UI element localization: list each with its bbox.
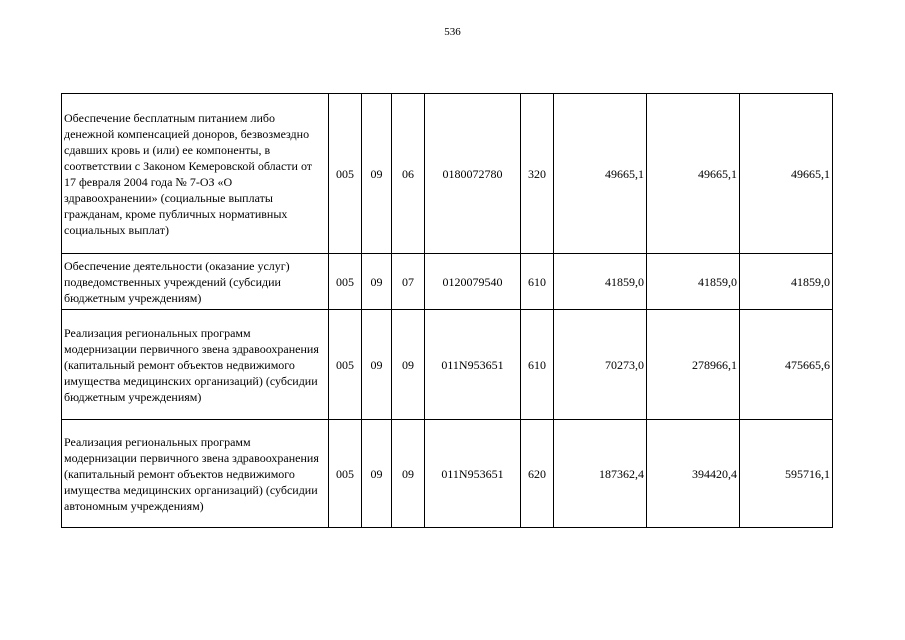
expense-name-cell: Обеспечение бесплатным питанием либо денежной компенсацией доноров, безвозмездно сдавших кровь и (или) ее компоненты, в соответствии с Законом Кемеровской области от 17 февраля 2004 года № 7-ОЗ «О здравоохранении» (социальные выплаты гражданам, кроме публичных нормативных социальных выплат) — [62, 94, 329, 254]
amount-year-3-cell: 475665,6 — [740, 310, 833, 420]
target-code-cell: 0120079540 — [425, 254, 521, 310]
table-row — [62, 254, 833, 310]
ministry-code-cell: 005 — [329, 310, 362, 420]
subsection-code-cell: 09 — [392, 310, 425, 420]
amount-year-2-cell: 41859,0 — [647, 254, 740, 310]
section-code-cell: 09 — [362, 94, 392, 254]
table-row — [62, 94, 833, 254]
section-code-cell: 09 — [362, 254, 392, 310]
expense-type-cell: 610 — [521, 310, 554, 420]
amount-year-1-cell: 70273,0 — [554, 310, 647, 420]
expense-name-cell: Реализация региональных программ модернизации первичного звена здравоохранения (капитальный ремонт объектов недвижимого имущества медицинских организаций) (субсидии автономным учреждениям) — [62, 420, 329, 528]
amount-year-3-cell: 595716,1 — [740, 420, 833, 528]
amount-year-1-cell: 49665,1 — [554, 94, 647, 254]
expense-name-cell: Реализация региональных программ модернизации первичного звена здравоохранения (капитальный ремонт объектов недвижимого имущества медицинских организаций) (субсидии бюджетным учреждениям) — [62, 310, 329, 420]
amount-year-2-cell: 49665,1 — [647, 94, 740, 254]
section-code-cell: 09 — [362, 420, 392, 528]
expense-type-cell: 610 — [521, 254, 554, 310]
amount-year-3-cell: 49665,1 — [740, 94, 833, 254]
target-code-cell: 0180072780 — [425, 94, 521, 254]
amount-year-3-cell: 41859,0 — [740, 254, 833, 310]
page-number: 536 — [444, 26, 461, 38]
expense-type-cell: 620 — [521, 420, 554, 528]
subsection-code-cell: 09 — [392, 420, 425, 528]
expense-name-cell: Обеспечение деятельности (оказание услуг) подведомственных учреждений (субсидии бюджетным учреждениям) — [62, 254, 329, 310]
subsection-code-cell: 06 — [392, 94, 425, 254]
expense-type-cell: 320 — [521, 94, 554, 254]
table-row — [62, 420, 833, 528]
target-code-cell: 011N953651 — [425, 420, 521, 528]
ministry-code-cell: 005 — [329, 254, 362, 310]
amount-year-2-cell: 278966,1 — [647, 310, 740, 420]
section-code-cell: 09 — [362, 310, 392, 420]
budget-table — [61, 93, 833, 528]
ministry-code-cell: 005 — [329, 94, 362, 254]
subsection-code-cell: 07 — [392, 254, 425, 310]
amount-year-2-cell: 394420,4 — [647, 420, 740, 528]
target-code-cell: 011N953651 — [425, 310, 521, 420]
amount-year-1-cell: 187362,4 — [554, 420, 647, 528]
amount-year-1-cell: 41859,0 — [554, 254, 647, 310]
table-row — [62, 310, 833, 420]
ministry-code-cell: 005 — [329, 420, 362, 528]
